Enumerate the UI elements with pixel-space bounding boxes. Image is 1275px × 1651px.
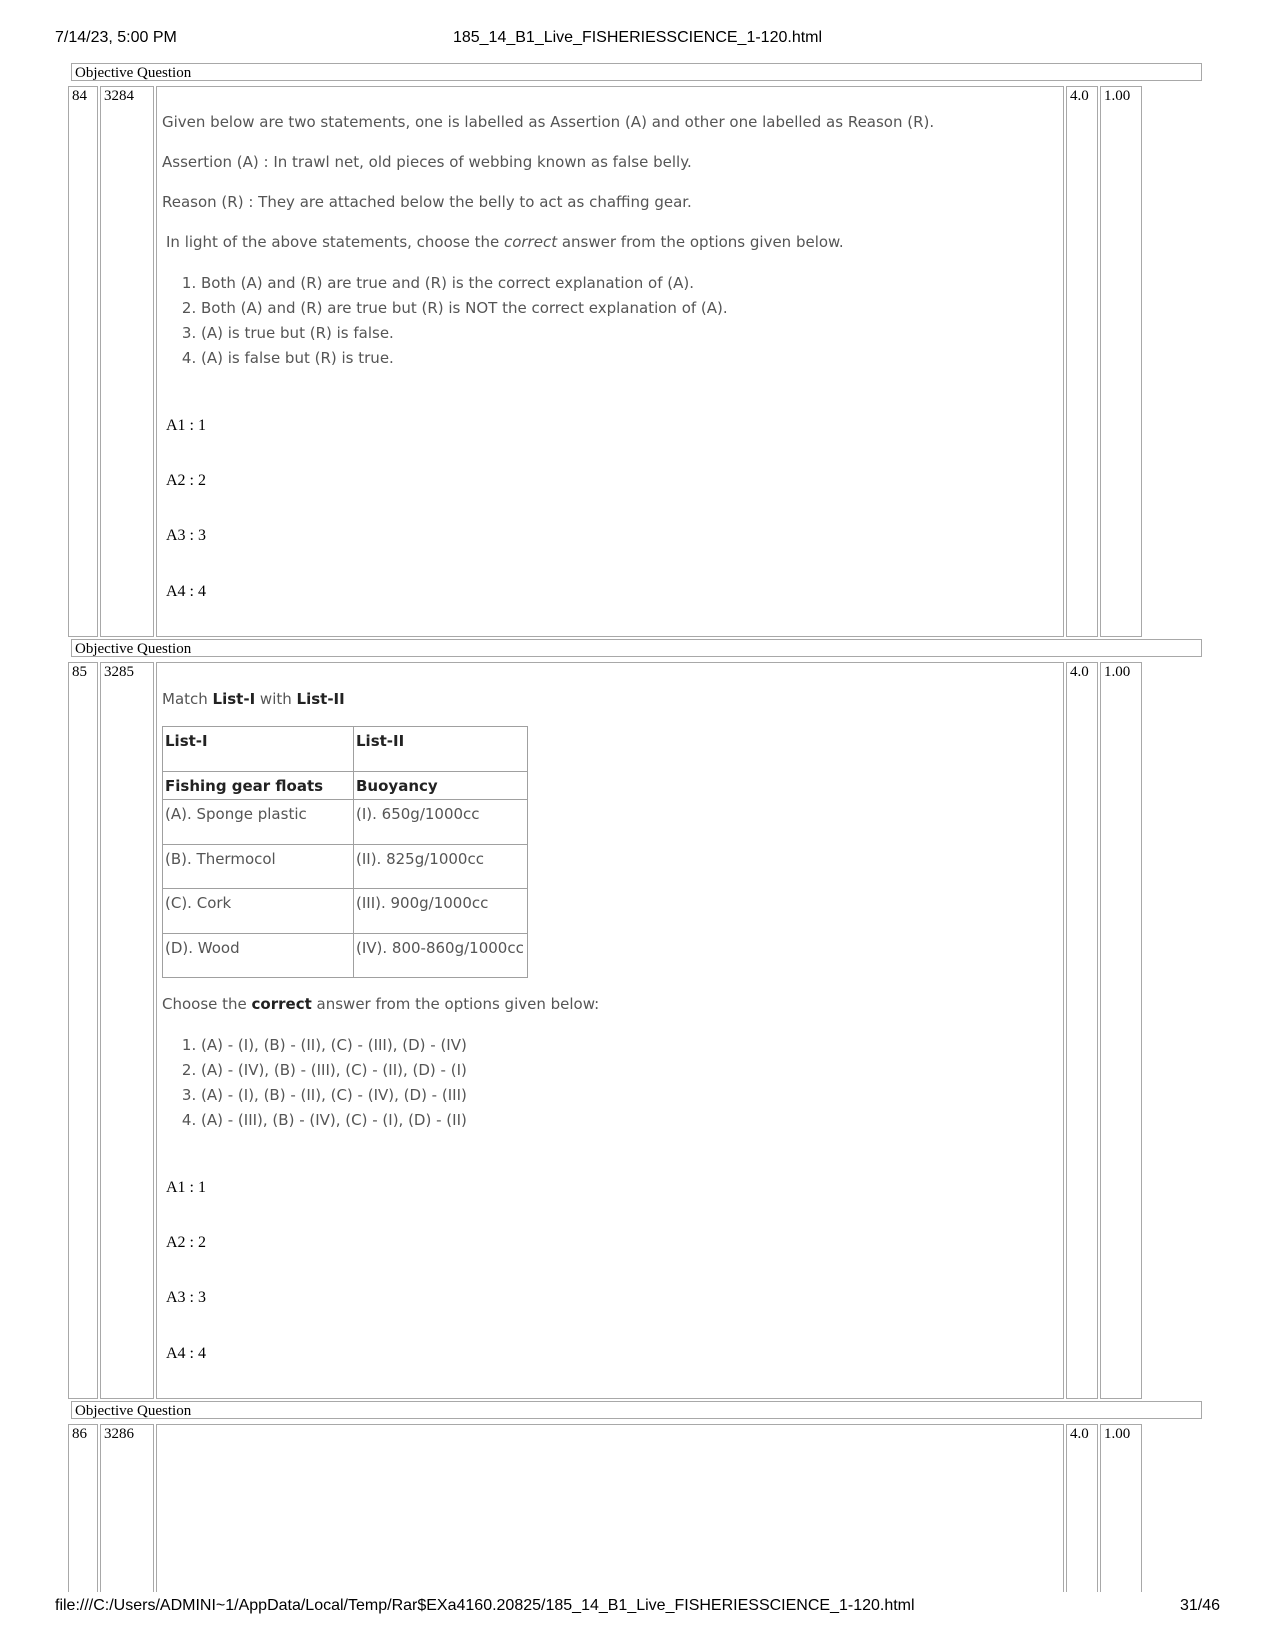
answer-choice: A3 : 3	[166, 527, 206, 544]
question-body	[156, 86, 1064, 637]
print-doc-title: 185_14_B1_Live_FISHERIESSCIENCE_1-120.html	[452, 29, 823, 46]
question-type-label: Objective Question	[71, 1401, 1202, 1419]
question-type-label: Objective Question	[71, 639, 1202, 657]
question-serial: 86	[68, 1424, 98, 1592]
option-item: 4. (A) is false but (R) is true.	[201, 346, 728, 371]
question-type-label: Objective Question	[71, 63, 1202, 81]
list1-subheader: Fishing gear floats	[163, 772, 354, 800]
option-item: 2. (A) - (IV), (B) - (III), (C) - (II), (D) - (I)	[201, 1058, 467, 1083]
question-intro: Given below are two statements, one is labelled as Assertion (A) and other one labelled as Reason (R).	[162, 113, 935, 131]
question-serial: 85	[68, 662, 98, 1399]
option-item: 4. (A) - (III), (B) - (IV), (C) - (I), (D) - (II)	[201, 1108, 467, 1133]
list1-cell: (C). Cork	[163, 889, 354, 934]
option-item: 3. (A) is true but (R) is false.	[201, 321, 728, 346]
question-id: 3284	[100, 86, 154, 637]
question-body	[156, 1424, 1064, 1592]
options-list	[156, 271, 728, 371]
assertion-text: Assertion (A) : In trawl net, old pieces of webbing known as false belly.	[162, 153, 692, 171]
option-item: 3. (A) - (I), (B) - (II), (C) - (IV), (D) - (III)	[201, 1083, 467, 1108]
print-datetime: 7/14/23, 5:00 PM	[55, 29, 177, 46]
options-list	[156, 1033, 467, 1133]
list2-cell: (I). 650g/1000cc	[354, 800, 528, 845]
match-table	[162, 726, 528, 978]
question-body	[156, 662, 1064, 1399]
question-sheet	[68, 62, 1207, 1592]
instruction-emphasis: correct	[503, 233, 558, 251]
answer-choice: A1 : 1	[166, 1179, 206, 1196]
page-number: 31/46	[1179, 1597, 1220, 1614]
print-file-url: file:///C:/Users/ADMINI~1/AppData/Local/Temp/Rar$EXa4160.20825/185_14_B1_Live_FISHERIESSCIENCE_1-120.html	[55, 1597, 915, 1614]
question-negative-marks: 1.00	[1100, 86, 1142, 637]
list1-cell: (B). Thermocol	[163, 845, 354, 889]
question-serial: 84	[68, 86, 98, 637]
question-marks: 4.0	[1066, 86, 1098, 637]
question-id: 3286	[100, 1424, 154, 1592]
list2-cell: (IV). 800-860g/1000cc	[354, 934, 528, 978]
list2-header: List-II	[354, 727, 528, 772]
question-negative-marks: 1.00	[1100, 662, 1142, 1399]
list2-cell: (III). 900g/1000cc	[354, 889, 528, 934]
question-negative-marks: 1.00	[1100, 1424, 1142, 1592]
print-header	[0, 29, 1275, 53]
answer-choice: A4 : 4	[166, 583, 206, 600]
reason-text: Reason (R) : They are attached below the belly to act as chaffing gear.	[162, 193, 692, 211]
choose-instruction: Choose the correct answer from the options given below:	[162, 995, 600, 1013]
answer-choice: A2 : 2	[166, 1234, 206, 1251]
list2-cell: (II). 825g/1000cc	[354, 845, 528, 889]
answer-choice: A4 : 4	[166, 1345, 206, 1362]
list1-header: List-I	[163, 727, 354, 772]
list1-cell: (A). Sponge plastic	[163, 800, 354, 845]
answer-choice: A3 : 3	[166, 1289, 206, 1306]
question-marks: 4.0	[1066, 1424, 1098, 1592]
option-item: 1. Both (A) and (R) are true and (R) is the correct explanation of (A).	[201, 271, 728, 296]
answer-choice: A1 : 1	[166, 417, 206, 434]
list2-subheader: Buoyancy	[354, 772, 528, 800]
answer-choice: A2 : 2	[166, 472, 206, 489]
question-marks: 4.0	[1066, 662, 1098, 1399]
print-footer	[0, 1597, 1275, 1621]
question-id: 3285	[100, 662, 154, 1399]
instruction-text: In light of the above statements, choose the correct answer from the options given below.	[166, 233, 844, 251]
option-item: 1. (A) - (I), (B) - (II), (C) - (III), (D) - (IV)	[201, 1033, 467, 1058]
match-instruction: Match List-I with List-II	[162, 690, 345, 708]
option-item: 2. Both (A) and (R) are true but (R) is NOT the correct explanation of (A).	[201, 296, 728, 321]
list1-cell: (D). Wood	[163, 934, 354, 978]
